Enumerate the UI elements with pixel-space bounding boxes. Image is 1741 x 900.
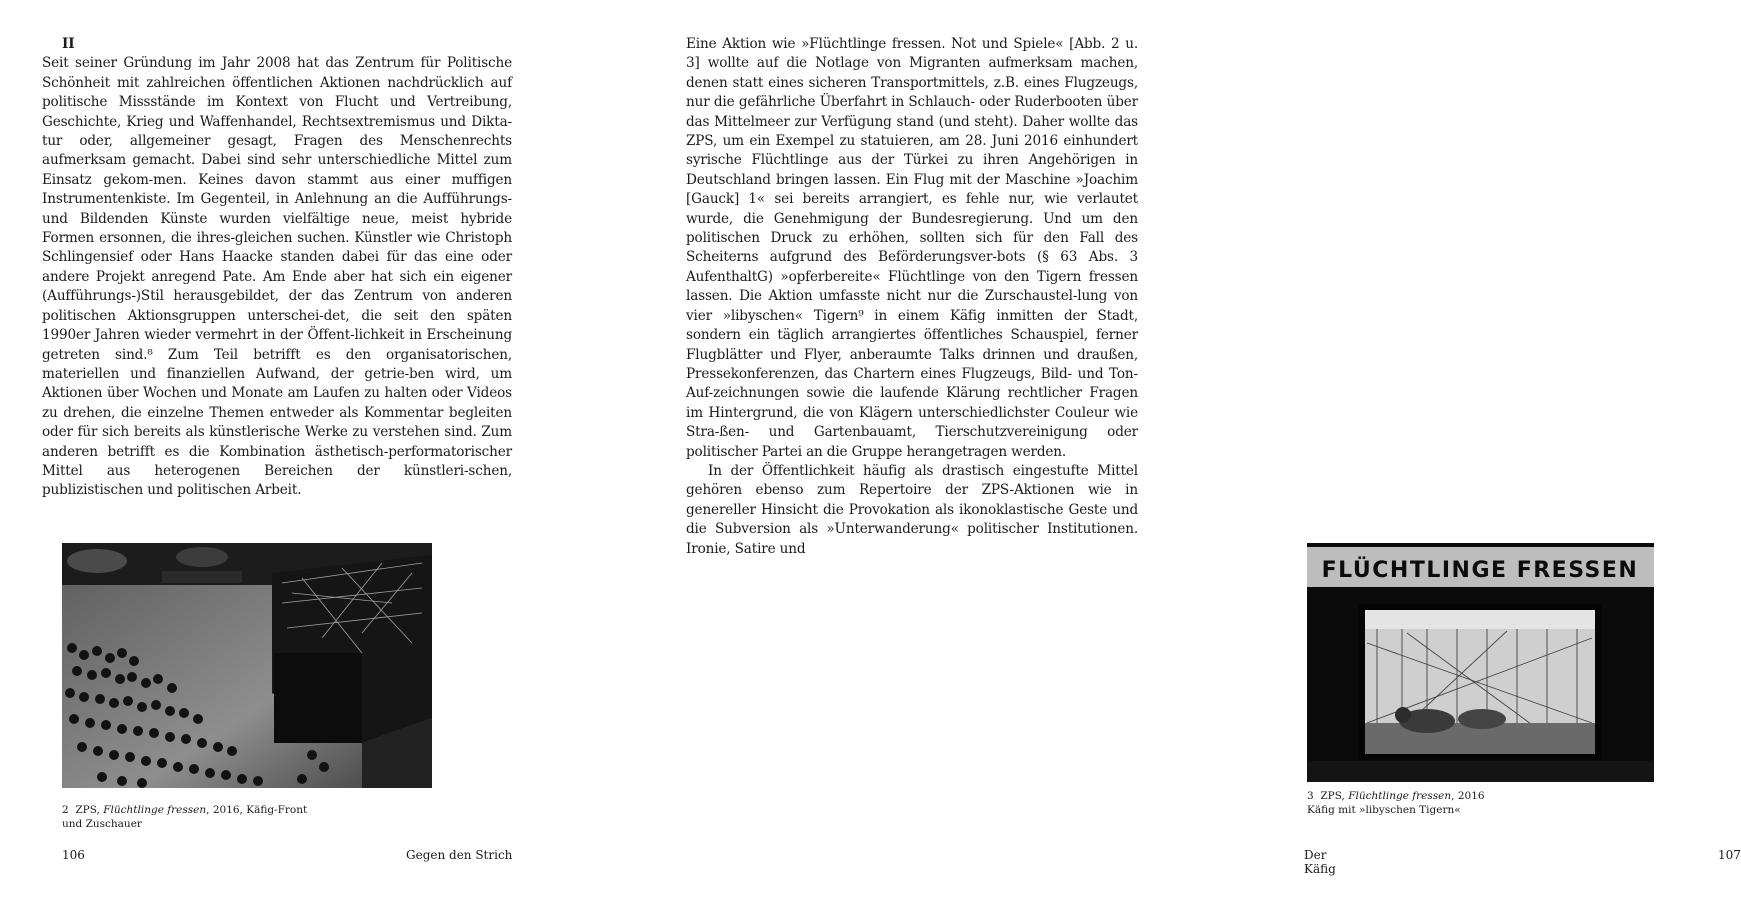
- caption-title: Flüchtlinge fressen: [1348, 790, 1452, 802]
- caption-number: 2: [62, 804, 69, 816]
- page-number: 107: [1718, 848, 1741, 862]
- section-heading: II: [62, 36, 75, 52]
- body-paragraph-1: Eine Aktion wie »Flüchtlinge fressen. Not und Spiele« [Abb. 2 u. 3] wollte auf die Notlage von Migranten aufmerksam machen, denen statt eines sicheren Transportmittels, z.B. eines Flugzeugs, nur die gefährliche Überfahrt in Schlauch- oder Ruderbooten über das Mittelmeer zur Verfügung stand (und steht). Daher wollte das ZPS, um ein Exempel zu statuieren, am 28. Juni 2016 einhundert syrische Flüchtlinge aus der Türkei zu ihren Angehörigen in Deutschland bringen lassen. Ein Flug mit der Maschine »Joachim [Gauck] 1« sei bereits arrangiert, es fehle nur, wie verlautet wurde, die Genehmigung der Bundesregierung. Und um den politischen Druck zu erhöhen, sollten sich für den Fall des Scheiterns aufgrund des Beförderungsver-bots (§ 63 Abs. 3 AufenthaltG) »opferbereite« Flüchtlinge von den Tigern fressen lassen. Die Aktion umfasste nicht nur die Zurschaustel-lung von vier »libyschen« Tigern⁹ in einem Käfig inmitten der Stadt, sondern ein täglich arrangiertes öffentliches Schauspiel, ferner Flugblätter und Flyer, anberaumte Talks drinnen und draußen, Pressekonferenzen, das Chartern eines Flugzeugs, Bild- und Ton-Auf-zeichnungen sowie die laufende Klärung rechtlicher Fragen im Hintergrund, die von Klägern unterschiedlichster Couleur wie Stra-ßen- und Gartenbauamt, Tierschutzvereinigung oder politischer Partei an die Gruppe herangetragen werden.: [686, 36, 1138, 460]
- caption-line-2: Käfig mit »libyschen Tigern«: [1307, 804, 1461, 816]
- right-page: [600, 0, 1741, 900]
- running-head: Der Käfig: [1304, 848, 1336, 876]
- figure-2-cage-front-photo: [62, 543, 432, 788]
- caption-prefix: ZPS,: [1320, 790, 1345, 802]
- caption-suffix: , 2016, Käfig-Front: [206, 804, 308, 816]
- left-body-text: [42, 35, 512, 501]
- caption-prefix: ZPS,: [75, 804, 100, 816]
- caption-number: 3: [1307, 790, 1314, 802]
- cage-tigers-photo-image: [1307, 543, 1654, 782]
- caption-suffix: , 2016: [1451, 790, 1485, 802]
- cage-sign-text: FLÜCHTLINGE FRESSEN: [1321, 558, 1639, 583]
- page-number: 106: [62, 848, 85, 862]
- figure-2-caption: [62, 803, 322, 831]
- figure-3-caption: [1307, 789, 1567, 817]
- right-body-text: [686, 35, 1138, 559]
- body-paragraph: Seit seiner Gründung im Jahr 2008 hat das Zentrum für Politische Schönheit mit zahlreichen öffentlichen Aktionen nachdrücklich auf politische Missstände im Kontext von Flucht und Vertreibung, Geschichte, Krieg und Waffenhandel, Rechtsextremismus und Dikta-tur oder, allgemeiner gesagt, Fragen des Menschenrechts aufmerksam gemacht. Dabei sind sehr unterschiedliche Mittel zum Einsatz gekom-men. Keines davon stammt aus einer muffigen Instrumentenkiste. Im Gegenteil, in Anlehnung an die Aufführungs- und Bildenden Künste wurden vielfältige neue, meist hybride Formen ersonnen, die ihres-gleichen suchen. Künstler wie Christoph Schlingensief oder Hans Haacke standen dabei für das eine oder andere Projekt anregend Pate. Am Ende aber hat sich ein eigener (Aufführungs-)Stil herausgebildet, der das Zentrum von anderen politischen Aktionsgruppen unterschei-det, die seit den späten 1990er Jahren wieder vermehrt in der Öffent-lichkeit in Erscheinung getreten sind.⁸ Zum Teil betrifft es den organisatorischen, materiellen und finanziellen Aufwand, der getrie-ben wird, um Aktionen über Wochen und Monate am Laufen zu halten oder Videos zu drehen, die einzelne Themen entweder als Kommentar begleiten oder für sich bereits als künstlerische Werke zu verstehen sind. Zum anderen betrifft es die Kombination ästhetisch-performatorischer Mittel aus heterogenen Bereichen der künstleri-schen, publizistischen und politischen Arbeit.: [42, 55, 512, 499]
- cage-front-photo-image: [62, 543, 432, 788]
- caption-title: Flüchtlinge fressen: [103, 804, 207, 816]
- body-paragraph-2: In der Öffentlichkeit häufig als drastisch eingestufte Mittel gehören ebenso zum Repertoire der ZPS-Aktionen wie in genereller Hinsicht die Provokation als ikonoklastische Geste und die Subversion als »Unterwanderung« politischer Institutionen. Ironie, Satire und: [686, 462, 1138, 557]
- running-head: Gegen den Strich: [406, 848, 513, 862]
- figure-3-cage-tigers-photo: [1307, 543, 1654, 782]
- caption-line-2: und Zuschauer: [62, 818, 142, 830]
- left-page: [0, 0, 600, 900]
